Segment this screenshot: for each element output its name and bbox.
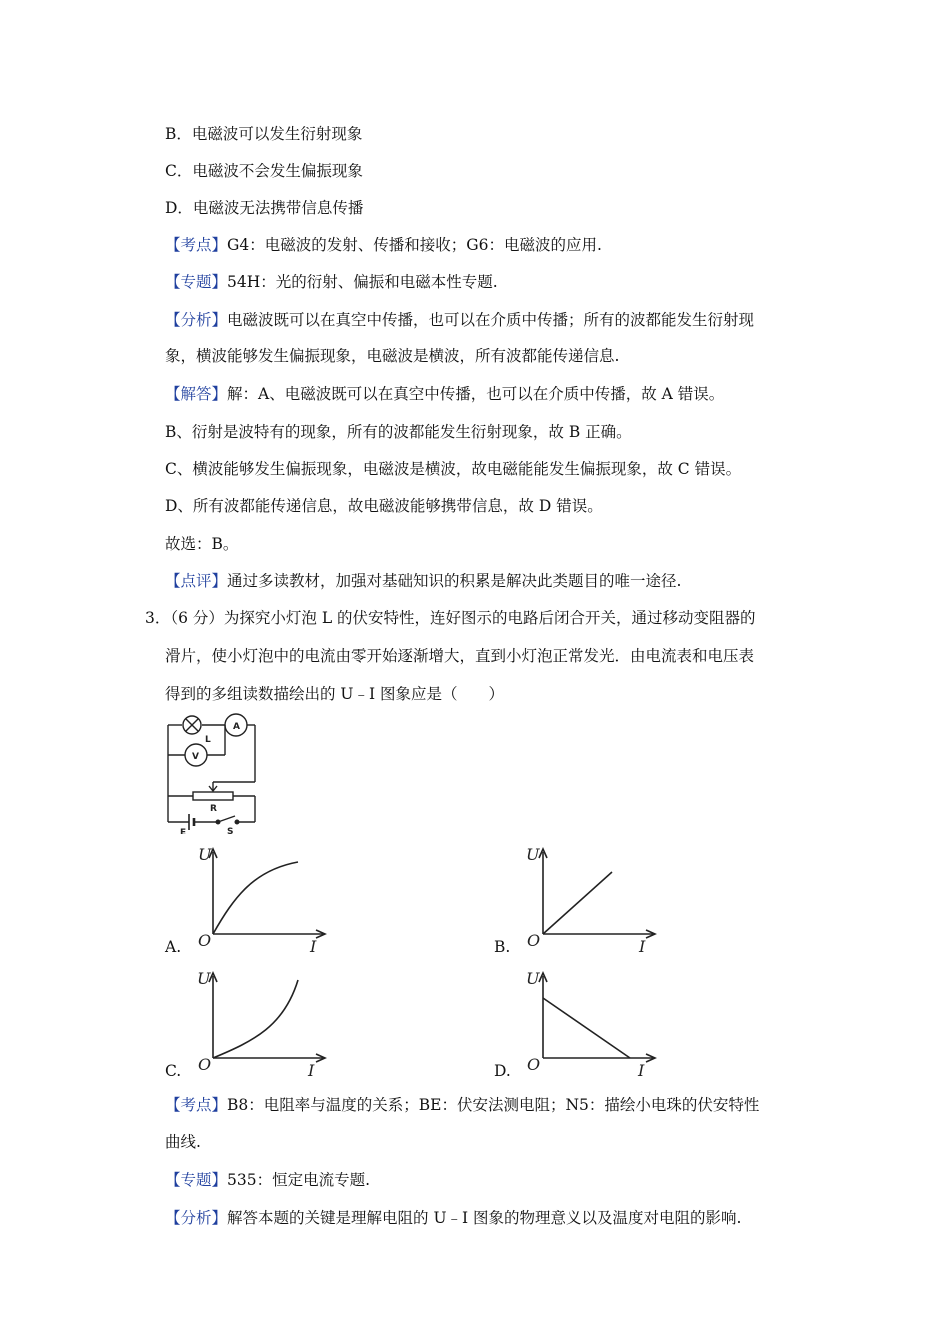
option-a-label: A. xyxy=(165,938,182,956)
axis-i-d: I xyxy=(638,1061,645,1076)
rheostat-symbol xyxy=(193,792,233,800)
circuit-diagram xyxy=(165,712,265,834)
fenxi-text: 解答本题的关键是理解电阻的 U﹣I 图象的物理意义以及温度对电阻的影响. xyxy=(227,1209,742,1227)
axis-i-c: I xyxy=(308,1061,315,1076)
line-d-decreasing xyxy=(543,998,630,1058)
curve-c-convex xyxy=(213,980,298,1058)
curve-a-concave xyxy=(213,862,298,934)
origin-a: O xyxy=(198,931,212,950)
q2-dianping xyxy=(165,571,681,591)
line-b-straight xyxy=(543,872,612,934)
dianping-text: 通过多读教材，加强对基础知识的积累是解决此类题目的唯一途径. xyxy=(227,572,682,590)
graph-a xyxy=(194,842,334,952)
q2-fenxi-cont: 象，横波能够发生偏振现象，电磁波是横波，所有波都能传递信息. xyxy=(165,347,620,365)
graph-c xyxy=(194,966,334,1076)
zhuanti-tag: 【专题】 xyxy=(165,273,228,291)
axis-u-a: U xyxy=(198,845,212,864)
q3-kaodian xyxy=(165,1095,759,1115)
q2-step-d: D、所有波都能传递信息，故电磁波能够携带信息，故 D 错误。 xyxy=(165,497,603,515)
option-d-prev: D．电磁波无法携带信息传播 xyxy=(165,199,364,217)
q3-zhuanti xyxy=(165,1170,370,1190)
label-E: E xyxy=(180,828,187,834)
graph-d xyxy=(524,966,664,1076)
origin-d: O xyxy=(527,1055,541,1074)
axis-u-c: U xyxy=(197,969,211,988)
q2-jieda xyxy=(165,384,724,404)
label-V: V xyxy=(192,752,199,762)
option-b-label: B. xyxy=(494,938,511,956)
q3-kaodian-cont: 曲线. xyxy=(165,1133,201,1151)
zhuanti-text: 54H：光的衍射、偏振和电磁本性专题. xyxy=(227,273,498,291)
option-c-prev: C．电磁波不会发生偏振现象 xyxy=(165,162,363,180)
zhuanti-text: 535：恒定电流专题. xyxy=(227,1171,371,1189)
label-R: R xyxy=(210,804,217,814)
q2-choice: 故选：B。 xyxy=(165,535,239,553)
label-A: A xyxy=(233,722,240,732)
kaodian-text: B8：电阻率与温度的关系；BE：伏安法测电阻；N5：描绘小电珠的伏安特性 xyxy=(227,1096,760,1114)
axis-u-b: U xyxy=(526,845,540,864)
origin-b: O xyxy=(527,931,541,950)
option-b-prev: B．电磁波可以发生衍射现象 xyxy=(165,125,363,143)
q3-stem-3: 得到的多组读数描绘出的 U﹣I 图象应是（ ） xyxy=(165,685,505,703)
kaodian-tag: 【考点】 xyxy=(165,236,228,254)
fenxi-text: 电磁波既可以在真空中传播，也可以在介质中传播；所有的波都能发生衍射现 xyxy=(227,311,755,329)
zhuanti-tag: 【专题】 xyxy=(165,1171,228,1189)
axis-i-a: I xyxy=(310,937,317,952)
q3-stem-1: 3．（6 分）为探究小灯泡 L 的伏安特性，连好图示的电路后闭合开关，通过移动变阻器的 xyxy=(145,609,756,627)
jieda-tag: 【解答】 xyxy=(165,385,228,403)
q2-kaodian xyxy=(165,235,602,255)
axis-i-b: I xyxy=(639,937,646,952)
fenxi-tag: 【分析】 xyxy=(165,311,228,329)
q2-fenxi xyxy=(165,310,754,330)
option-c-label: C. xyxy=(165,1062,182,1080)
origin-c: O xyxy=(198,1055,212,1074)
label-S: S xyxy=(227,827,234,834)
option-d-label: D. xyxy=(494,1062,511,1080)
label-L: L xyxy=(205,735,211,745)
q2-step-c: C、横波能够发生偏振现象，电磁波是横波，故电磁能能发生偏振现象，故 C 错误。 xyxy=(165,460,742,478)
dianping-tag: 【点评】 xyxy=(165,572,228,590)
kaodian-text: G4：电磁波的发射、传播和接收；G6：电磁波的应用. xyxy=(227,236,602,254)
jieda-text: 解：A、电磁波既可以在真空中传播，也可以在介质中传播，故 A 错误。 xyxy=(227,385,725,403)
axis-u-d: U xyxy=(526,969,540,988)
q3-fenxi xyxy=(165,1208,742,1228)
q3-stem-2: 滑片，使小灯泡中的电流由零开始逐渐增大，直到小灯泡正常发光．由电流表和电压表 xyxy=(165,647,755,665)
q2-zhuanti xyxy=(165,272,498,292)
fenxi-tag: 【分析】 xyxy=(165,1209,228,1227)
graph-b xyxy=(524,842,664,952)
q2-step-b: B、衍射是波特有的现象，所有的波都能发生衍射现象，故 B 正确。 xyxy=(165,423,632,441)
kaodian-tag: 【考点】 xyxy=(165,1096,228,1114)
